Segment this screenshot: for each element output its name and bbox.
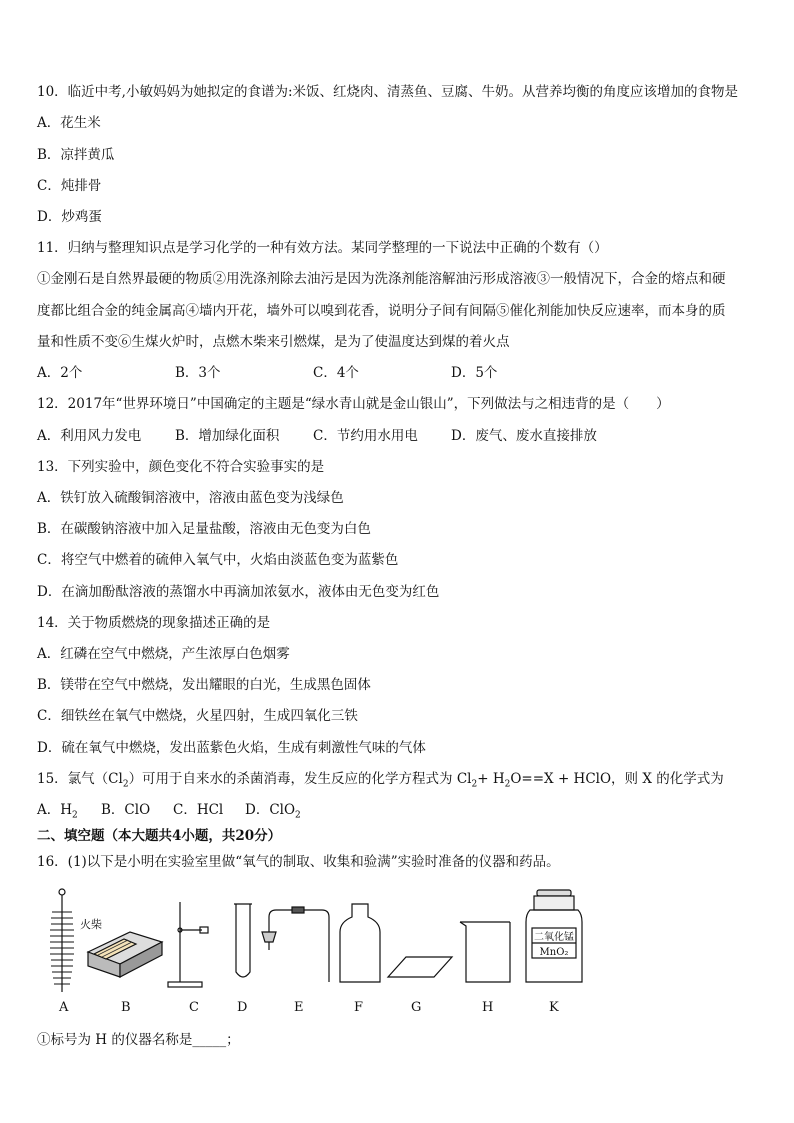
q15-option-b: B．ClO: [101, 802, 151, 818]
bottle-label-name: 二氧化锰: [534, 932, 574, 943]
q11-body-line: 度都比组合金的纯金属高④墙内开花，墙外可以嗅到花香，说明分子间有间隔⑤催化剂能加快反应速率，而本身的质: [37, 303, 726, 319]
q12-option-d: D．废气、废水直接排放: [451, 428, 597, 444]
q15-option-a: A．$H_2$: [37, 802, 78, 821]
q15-option-d: D．ClO$_2$: [245, 802, 301, 821]
q12-option-b: B．增加绿化面积: [175, 428, 280, 444]
q16-subquestion-1: ①标号为 H 的仪器名称是_____；: [37, 1032, 240, 1048]
q15-stem: 15．氯气$(Cl_2)$可用于自来水的杀菌消毒，发生反应的化学方程式为 $Cl_2+ H_2O==X$ + HClO，则 X 的化学式为: [37, 771, 724, 790]
q13-option-a: A．铁钉放入硫酸铜溶液中，溶液由蓝色变为浅绿色: [37, 490, 344, 506]
q12-option-a: A．利用风力发电: [37, 428, 142, 444]
q12-stem: 12．2017年“世界环境日”中国确定的主题是“绿水青山就是金山银山”，下列做法与之相违背的是（ ）: [37, 396, 670, 412]
q14-option-c: C．细铁丝在氧气中燃烧，火星四射，生成四氧化三铁: [37, 708, 358, 724]
q11-options: [37, 364, 497, 382]
fig-label-g: G: [411, 1000, 422, 1015]
test-tube-icon: [234, 904, 252, 977]
bottle-label-formula: MnO₂: [539, 947, 569, 958]
fig-label-d: D: [237, 1000, 248, 1015]
q10-option-b: B．凉拌黄瓜: [37, 147, 115, 163]
q11-body-line: ①金刚石是自然界最硬的物质②用洗涤剂除去油污是因为洗涤剂能溶解油污形成溶液③一般情况下，合金的熔点和硬: [37, 271, 726, 287]
fig-label-e: E: [294, 1000, 304, 1015]
q15-option-c: C．HCl: [173, 802, 224, 818]
q12-option-c: C．节约用水用电: [313, 428, 418, 444]
q10-option-a: A．花生米: [37, 115, 101, 131]
q16-stem: 16．(1)以下是小明在实验室里做“氧气的制取、收集和验满”实验时准备的仪器和药品。: [37, 854, 560, 870]
q11-body-line: 量和性质不变⑥生煤火炉时，点燃木柴来引燃煤，是为了使温度达到煤的着火点: [37, 334, 510, 350]
q11-option-a: A．2个: [37, 365, 83, 381]
q14-option-d: D．硫在氧气中燃烧，发出蓝紫色火焰，生成有刺激性气味的气体: [37, 740, 426, 756]
q13-option-c: C．将空气中燃着的硫伸入氧气中，火焰由淡蓝色变为蓝紫色: [37, 552, 399, 568]
q10-option-d: D．炒鸡蛋: [37, 209, 102, 225]
q14-option-b: B．镁带在空气中燃烧，发出耀眼的白光，生成黑色固体: [37, 677, 371, 693]
fig-label-f: F: [354, 1000, 364, 1015]
q11-stem: 11．归纳与整理知识点是学习化学的一种有效方法。某同学整理的一下说法中正确的个数有（）: [37, 240, 608, 256]
q11-option-b: B．3个: [175, 365, 221, 381]
glass-plate-icon: [388, 957, 452, 977]
section-heading: 二、填空题（本大题共4小题，共20分）: [37, 828, 282, 844]
q13-option-d: D．在滴加酚酞溶液的蒸馏水中再滴加浓氨水，液体由无色变为红色: [37, 584, 440, 600]
q12-options: [37, 427, 597, 445]
q14-option-a: A．红磷在空气中燃烧，产生浓厚白色烟雾: [37, 646, 290, 662]
q13-option-b: B．在碳酸钠溶液中加入足量盐酸，溶液由无色变为白色: [37, 521, 371, 537]
fig-label-k: K: [549, 1000, 559, 1015]
fig-label-b: B: [121, 1000, 131, 1015]
test-tube-brush-icon: [50, 889, 74, 992]
q14-stem: 14．关于物质燃烧的现象描述正确的是: [37, 615, 271, 631]
gas-jar-icon: [340, 904, 380, 982]
q10-option-c: C．炖排骨: [37, 178, 102, 194]
matches-label: 火柴: [80, 918, 102, 931]
q13-stem: 13．下列实验中，颜色变化不符合实验事实的是: [37, 459, 325, 475]
stopper-with-delivery-tube-icon: [262, 907, 329, 982]
iron-stand-icon: [168, 902, 208, 987]
fig-label-h: H: [482, 1000, 494, 1015]
q15-options: [37, 801, 301, 825]
beaker-icon: [460, 922, 510, 982]
fig-label-a: A: [59, 1000, 69, 1015]
q11-option-d: D．5个: [451, 365, 498, 381]
fig-label-c: C: [189, 1000, 199, 1015]
matchbox-icon: [88, 932, 162, 977]
q11-option-c: C．4个: [313, 365, 359, 381]
q10-stem: 10．临近中考,小敏妈妈为她拟定的食谱为:米饭、红烧肉、清蒸鱼、豆腐、牛奶。从营养均衡的角度应该增加的食物是: [37, 84, 739, 100]
